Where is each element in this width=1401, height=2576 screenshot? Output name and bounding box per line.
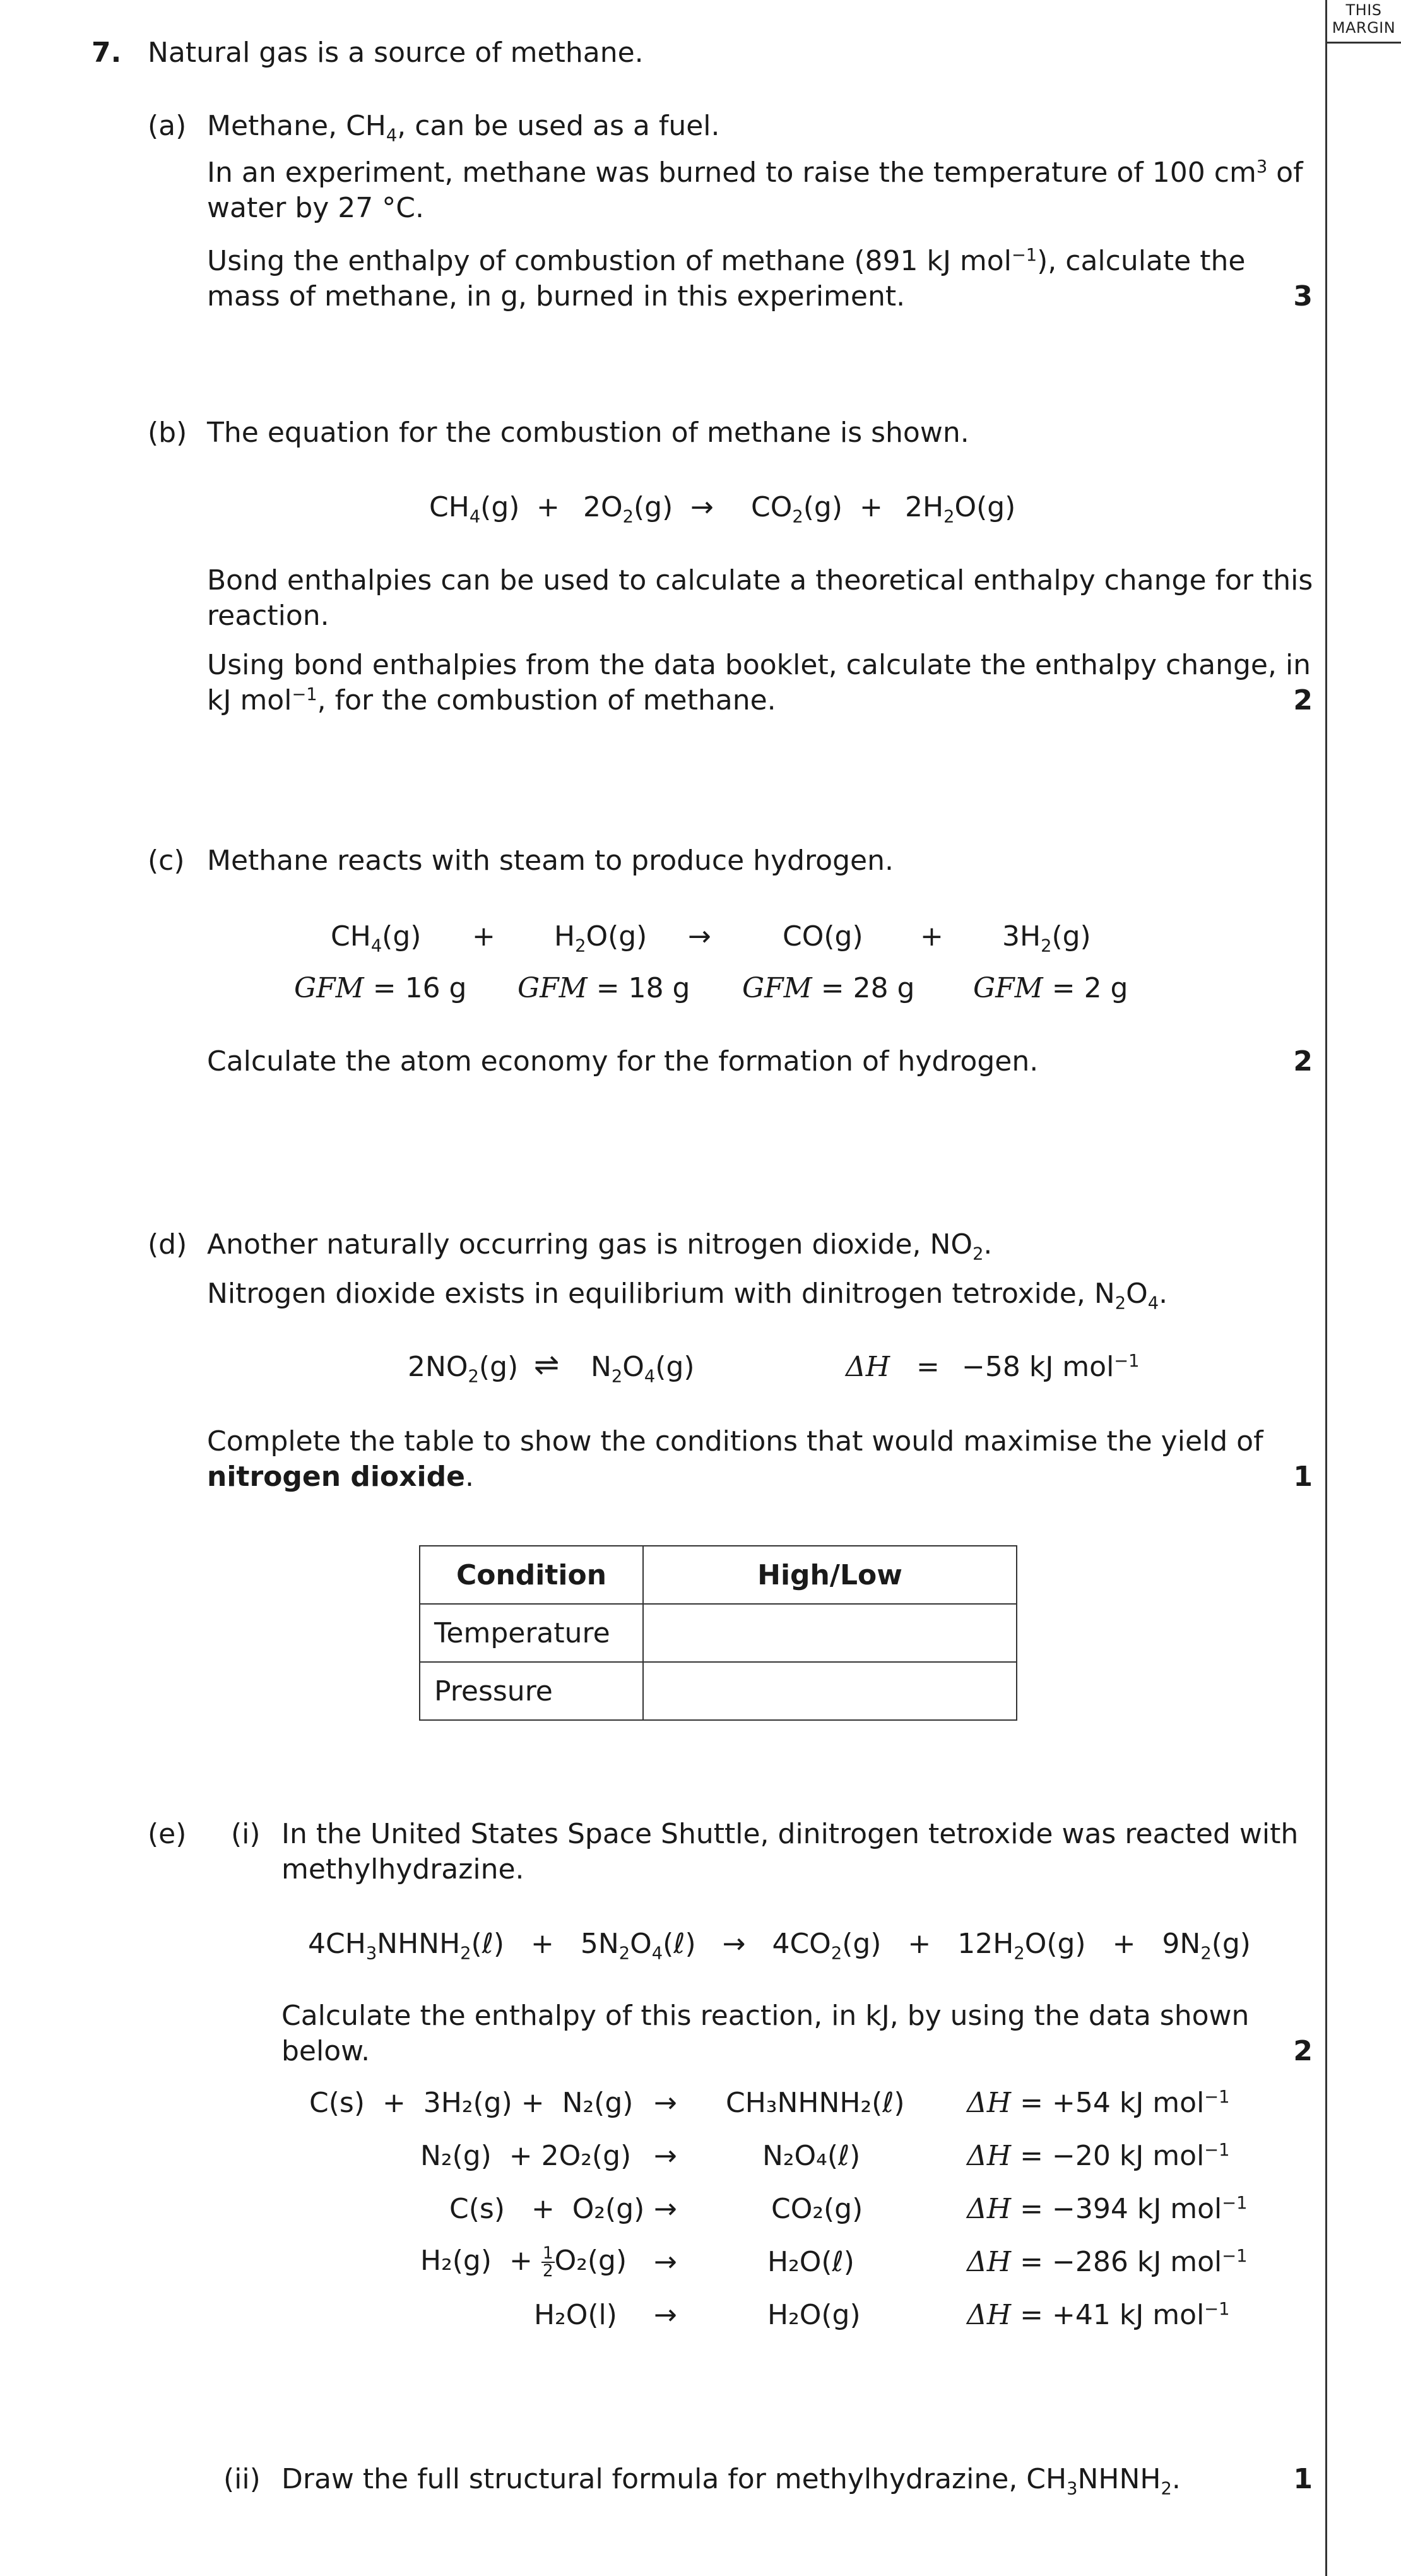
data-row-4-lhs: H₂(g) + $\frac{1}{2}$ O₂(g) [420, 2243, 627, 2281]
part-e-i-line3: Calculate the enthalpy of this reaction, in kJ, by using the data shown [281, 2000, 1250, 2032]
table-cell-pressure: Pressure [420, 1662, 643, 1720]
table-answer-cell-pressure[interactable] [643, 1662, 1017, 1720]
data-row-2-arrow: → [654, 2140, 677, 2172]
data-row-5-rhs: H₂O(g) [767, 2299, 861, 2331]
margin-label-line2: MARGIN [1332, 19, 1396, 37]
part-e-ii-label: (ii) [223, 2463, 261, 2495]
part-d-eq-dh: ΔH [846, 1351, 890, 1383]
part-c-species-3: CO(g) [783, 920, 863, 953]
data-row-3-dh: ΔH = −394 kJ mol$^{-1}$ [967, 2193, 1248, 2225]
part-a-line5: mass of methane, in g, burned in this experiment. [207, 280, 906, 312]
table-header-condition: Condition [420, 1546, 643, 1604]
part-c-plus-1: + [472, 920, 495, 953]
question-intro: Natural gas is a source of methane. [148, 37, 644, 69]
data-row-3-rhs: CO₂(g) [771, 2193, 863, 2225]
data-row-1-lhs: C(s) + 3H₂(g) + N₂(g) [309, 2087, 634, 2119]
part-d-line2: Nitrogen dioxide exists in equilibrium with dinitrogen tetroxide, $N_2O_4$. [207, 1278, 1168, 1314]
part-a-line3: water by 27 °C. [207, 192, 424, 224]
part-d-label: (d) [148, 1228, 187, 1261]
table-answer-cell-temperature[interactable] [643, 1604, 1017, 1662]
part-b-line1: The equation for the combustion of methane is shown. [207, 417, 969, 449]
data-row-3-arrow: → [654, 2193, 677, 2225]
part-c-species-4: $3H_2(g)$ [1002, 920, 1091, 956]
margin-header-rule [1325, 42, 1401, 44]
table-header-highlow: High/Low [643, 1546, 1017, 1604]
part-c-label: (c) [148, 845, 185, 877]
part-b-line4: Using bond enthalpies from the data booklet, calculate the enthalpy change, in [207, 649, 1311, 681]
part-a-line2: In an experiment, methane was burned to raise the temperature of 100 $cm^3$ of [207, 157, 1303, 189]
part-a-line1: Methane, $CH_4$, can be used as a fuel. [207, 110, 720, 146]
data-row-5-lhs: H₂O(l) [534, 2299, 617, 2331]
part-a-line4: Using the enthalpy of combustion of methane (891 kJ mol$^{-1}$), calculate the [207, 245, 1246, 277]
part-b-equation-p1: $CO_2(g)$ [751, 491, 842, 527]
part-c-arrow: → [688, 920, 711, 953]
part-c-marks: 2 [1293, 1045, 1313, 1077]
part-b-line5: kJ mol$^{-1}$, for the combustion of methane. [207, 684, 776, 716]
part-e-equation: $4CH_3NHNH_2(\ell)$ + $5N_2O_4(\ell)$ → $4CO_2(g)$ + $12H_2O(g)$ + $9N_2(g)$ [308, 1928, 1251, 1964]
part-b-equation-r2: $2O_2(g)$ [583, 491, 673, 527]
part-d-marks: 1 [1293, 1461, 1313, 1493]
part-c-gfm-2: GFM = 18 g [517, 972, 690, 1004]
data-row-5-arrow: → [654, 2299, 677, 2331]
part-d-eq-left: $2NO_2(g)$ [408, 1351, 519, 1387]
part-d-line4: nitrogen dioxide. [207, 1461, 474, 1493]
table-row [420, 1662, 1017, 1720]
table-header-row [420, 1546, 1017, 1604]
part-b-equation-p2: $2H_2O(g)$ [905, 491, 1016, 527]
margin-rule [1325, 0, 1327, 2576]
margin-label [1328, 1, 1400, 37]
part-b-label: (b) [148, 417, 187, 449]
part-d-line1: Another naturally occurring gas is nitrogen dioxide, $NO_2$. [207, 1228, 993, 1264]
part-e-i-marks: 2 [1293, 2035, 1313, 2067]
part-b-line3: reaction. [207, 600, 329, 632]
part-b-equation-plus2: + [860, 491, 883, 523]
data-row-2-rhs: N₂O₄(ℓ) [762, 2140, 861, 2172]
part-c-line1: Methane reacts with steam to produce hydrogen. [207, 845, 894, 877]
part-b-line2: Bond enthalpies can be used to calculate a theoretical enthalpy change for this [207, 564, 1313, 597]
part-d-eq-right: $N_2O_4(g)$ [591, 1351, 695, 1387]
data-row-4-arrow: → [654, 2246, 677, 2278]
part-a-label: (a) [148, 110, 187, 142]
part-e-ii-marks: 1 [1293, 2463, 1313, 2495]
conditions-table [419, 1545, 1017, 1721]
data-row-4-rhs: H₂O(ℓ) [767, 2246, 854, 2278]
table-row [420, 1604, 1017, 1662]
part-b-equation-r1: $CH_4(g)$ [429, 491, 520, 527]
data-row-1-arrow: → [654, 2087, 677, 2119]
part-d-eq-equals: = [916, 1351, 940, 1383]
part-c-gfm-1: GFM = 16 g [294, 972, 467, 1004]
part-c-species-1: $CH_4(g)$ [331, 920, 422, 956]
question-number: 7. [92, 37, 122, 69]
data-row-5-dh: ΔH = +41 kJ mol$^{-1}$ [967, 2299, 1230, 2331]
data-row-4-dh: ΔH = −286 kJ mol$^{-1}$ [967, 2246, 1248, 2278]
part-b-marks: 2 [1293, 684, 1313, 716]
data-row-1-rhs: CH₃NHNH₂(ℓ) [726, 2087, 905, 2119]
part-c-line2: Calculate the atom economy for the formation of hydrogen. [207, 1045, 1039, 1077]
one-half-fraction: $\frac{1}{2}$ [542, 2243, 553, 2281]
part-e-label: (e) [148, 1818, 187, 1850]
part-b-equation-arrow: → [690, 491, 714, 523]
part-e-i-label: (i) [231, 1818, 261, 1850]
data-row-2-dh: ΔH = −20 kJ mol$^{-1}$ [967, 2140, 1230, 2172]
data-row-1-dh: ΔH = +54 kJ mol$^{-1}$ [967, 2087, 1230, 2119]
part-e-i-line4: below. [281, 2035, 370, 2067]
part-a-marks: 3 [1293, 280, 1313, 312]
data-row-3-lhs: C(s) + O₂(g) [449, 2193, 645, 2225]
part-b-equation-plus1: + [536, 491, 560, 523]
part-e-ii-line: Draw the full structural formula for methylhydrazine, $CH_3NHNH_2$. [281, 2463, 1181, 2499]
part-e-i-line2: methylhydrazine. [281, 1853, 524, 1885]
data-row-2-lhs: N₂(g) + 2O₂(g) [420, 2140, 632, 2172]
part-c-species-2: $H_2O(g)$ [554, 920, 647, 956]
part-e-i-line1: In the United States Space Shuttle, dinitrogen tetroxide was reacted with [281, 1818, 1299, 1850]
margin-label-line1: THIS [1345, 1, 1382, 19]
part-d-line3: Complete the table to show the conditions that would maximise the yield of [207, 1425, 1263, 1457]
table-cell-temperature: Temperature [420, 1604, 643, 1662]
part-d-eq-arrow: ⇌ [534, 1347, 560, 1382]
part-c-plus-2: + [920, 920, 943, 953]
part-c-gfm-3: GFM = 28 g [742, 972, 915, 1004]
part-c-gfm-4: GFM = 2 g [973, 972, 1128, 1004]
part-d-eq-value: −58 kJ mol$^{-1}$ [962, 1351, 1140, 1383]
